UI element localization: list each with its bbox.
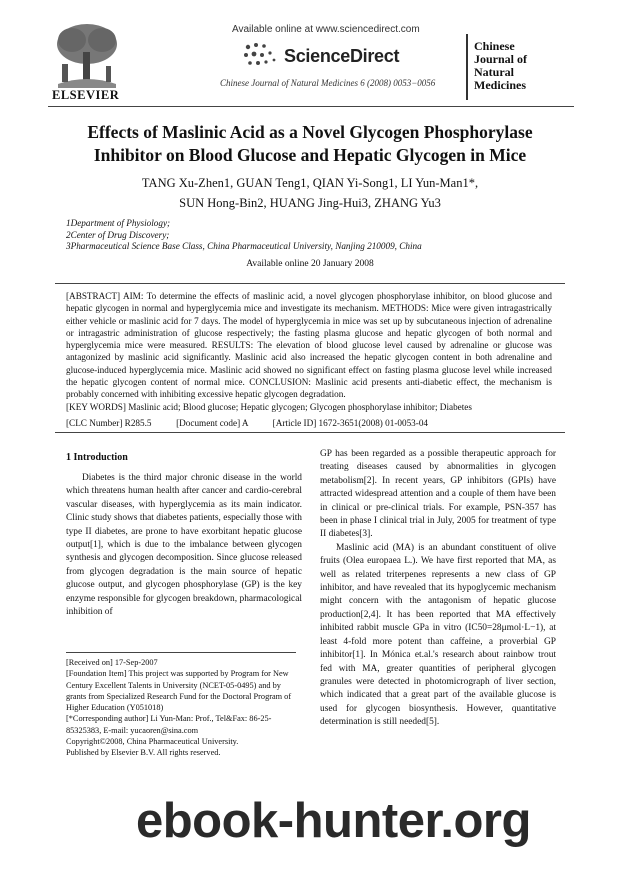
article-title-line: Inhibitor on Blood Glucose and Hepatic Glycogen in Mice [93, 145, 527, 165]
author-list [40, 173, 580, 213]
watermark-text: ebook-hunter.org [136, 794, 531, 848]
journal-title-line: Journal of [474, 52, 528, 66]
article-title-line: Effects of Maslinic Acid as a Novel Glycogen Phosphorylase [87, 122, 533, 142]
document-code: [Document code] A [176, 418, 249, 428]
footnote-published: Published by Elsevier B.V. All rights reserved. [66, 748, 221, 758]
header-divider [48, 106, 574, 107]
classification-line [66, 418, 428, 428]
footnote-copyright: Copyright©2008, China Pharmaceutical University. [66, 737, 239, 747]
journal-title-block [474, 40, 527, 92]
body-paragraph: GP has been regarded as a possible therapeutic approach for treating diseases caused by abnormalities in glycogen metabolism[2]. In recent years, GP inhibitors (GPIs) have attracted widespread attention and a couple of them have been in clinical or pre-clinical trials. For example, PSN-357 has been in phase I clinical trial in July, 2005 for treatment of type II diabetes[3]. [320, 449, 556, 540]
footnotes [66, 657, 302, 759]
body-paragraph: Maslinic acid (MA) is an abundant constituent of olive fruits (Olea europaea L.). We have first reported that MA, as well as related triterpenes represents a new class of GP inhibitor, and have revealed that its hypoglycemic mechanism might concern with the antagonism of hepatic glucose production[2,4]. It has been reported that MA effectively inhibited rabbit muscle GPa in vitro (IC50=28μmol·L−1), at least 4-fold more potent than caffeine, a proverbial GP inhibitor[1]. In Mónica et.al.'s research about rainbow trout fed with MA, greater quantities of peripheral glycogen granules were detected in photomicrograph of liver section, which indicated that a great part of the available glucose is used for glycogen biosynthesis. However, quantitative determination is still needed[5]. [320, 542, 556, 728]
journal-title-line: Medicines [474, 78, 526, 92]
journal-title-line: Natural [474, 65, 514, 79]
publisher-name: ELSEVIER [52, 88, 120, 102]
available-online-url[interactable]: Available online at www.sciencedirect.com [232, 24, 420, 35]
article-id: [Article ID] 1672-3651(2008) 01-0053-04 [272, 418, 429, 428]
abstract-text: [ABSTRACT] AIM: To determine the effects of maslinic acid, a novel glycogen phosphorylase inhibitor, on blood glucose and hepatic glycogen in normal and hyperglycemia mice and investigate its mechanism. METHODS: Mice were given intragastrically either vehicle or maslinic acid for 7 days. The model of hyperglycemia in mice was set up by subcutaneous injection of adrenaline or intragastric administration of glucose respectively; the fasting plasma glucose and hepatic glycogen of both normal and hyperglycemia mice were measured. RESULTS: The elevation of blood glucose level caused by adrenaline or glucose was antagonized by maslinic acid significantly. Maslinic acid also increased the hepatic glycogen content in both adrenaline and glucose-induced hyperglycemia mice. Maslinic acid showed no significant effect on fasting plasma glucose level while increased the hepatic glycogen content of normal mice. CONCLUSION: Maslinic acid presents anti-diabetic effect, the mechanism is probably concerned with inhibiting excessive hepatic glycogen degradation. [66, 291, 552, 400]
section-heading: 1 Introduction [66, 452, 128, 463]
journal-citation: Chinese Journal of Natural Medicines 6 (2008) 0053−0056 [220, 78, 436, 88]
affiliations [66, 218, 422, 253]
right-column [320, 448, 556, 730]
footnote-received: [Received on] 17-Sep-2007 [66, 658, 158, 667]
abstract-bottom-divider [55, 432, 565, 433]
author-line: TANG Xu-Zhen1, GUAN Teng1, QIAN Yi-Song1, LI Yun-Man1*, [141, 176, 479, 190]
affiliation: 1Department of Physiology; [66, 218, 171, 228]
sciencedirect-brand: ScienceDirect [284, 46, 400, 66]
left-column [66, 472, 302, 619]
author-line: SUN Hong-Bin2, HUANG Jing-Hui3, ZHANG Yu3 [179, 196, 441, 210]
keywords: [KEY WORDS] Maslinic acid; Blood glucose; Hepatic glycogen; Glycogen phosphorylase inhibitor; Diabetes [66, 402, 472, 412]
journal-title-divider [466, 34, 468, 100]
article-title [40, 121, 580, 167]
footnote-foundation: [Foundation Item] This project was supported by Program for New Century Excellent Talents in University (NCET-05-0495) and by grants from Specialized Research Fund for the Doctoral Program of Higher Education (Y051018) [66, 669, 292, 713]
available-online-date: Available online 20 January 2008 [246, 259, 374, 269]
affiliation: 2Center of Drug Discovery; [66, 229, 170, 240]
footnote-divider [66, 652, 296, 653]
clc-number: [CLC Number] R285.5 [66, 418, 152, 428]
journal-title-line: Chinese [474, 39, 515, 53]
footnote-corresponding: [*Corresponding author] Li Yun-Man: Prof., Tel&Fax: 86-25-85325383, E-mail: yucaoren@sina.com [66, 714, 272, 735]
body-paragraph: Diabetes is the third major chronic disease in the world which threatens human health after cancer and cardio-cerebral vascular diseases, with hyperglycemia as its main indicator. Clinic study shows that diabetes patients, especially those with type II diabetes, are prone to have exorbitant hepatic glucose output[1], which is due to the imbalance between glycogen synthesis and glycogen decomposition. Since glucose released from glycogen degradation is the main source of hepatic glucose output, and glycogen phosphorylase (GP) is the key enzyme responsible for glycogen breakdown, pharmacological inhibition of [66, 473, 302, 618]
abstract-top-divider [55, 283, 565, 284]
affiliation: 3Pharmaceutical Science Base Class, China Pharmaceutical University, Nanjing 210009, China [66, 241, 422, 251]
sciencedirect-dots-icon [242, 41, 280, 69]
